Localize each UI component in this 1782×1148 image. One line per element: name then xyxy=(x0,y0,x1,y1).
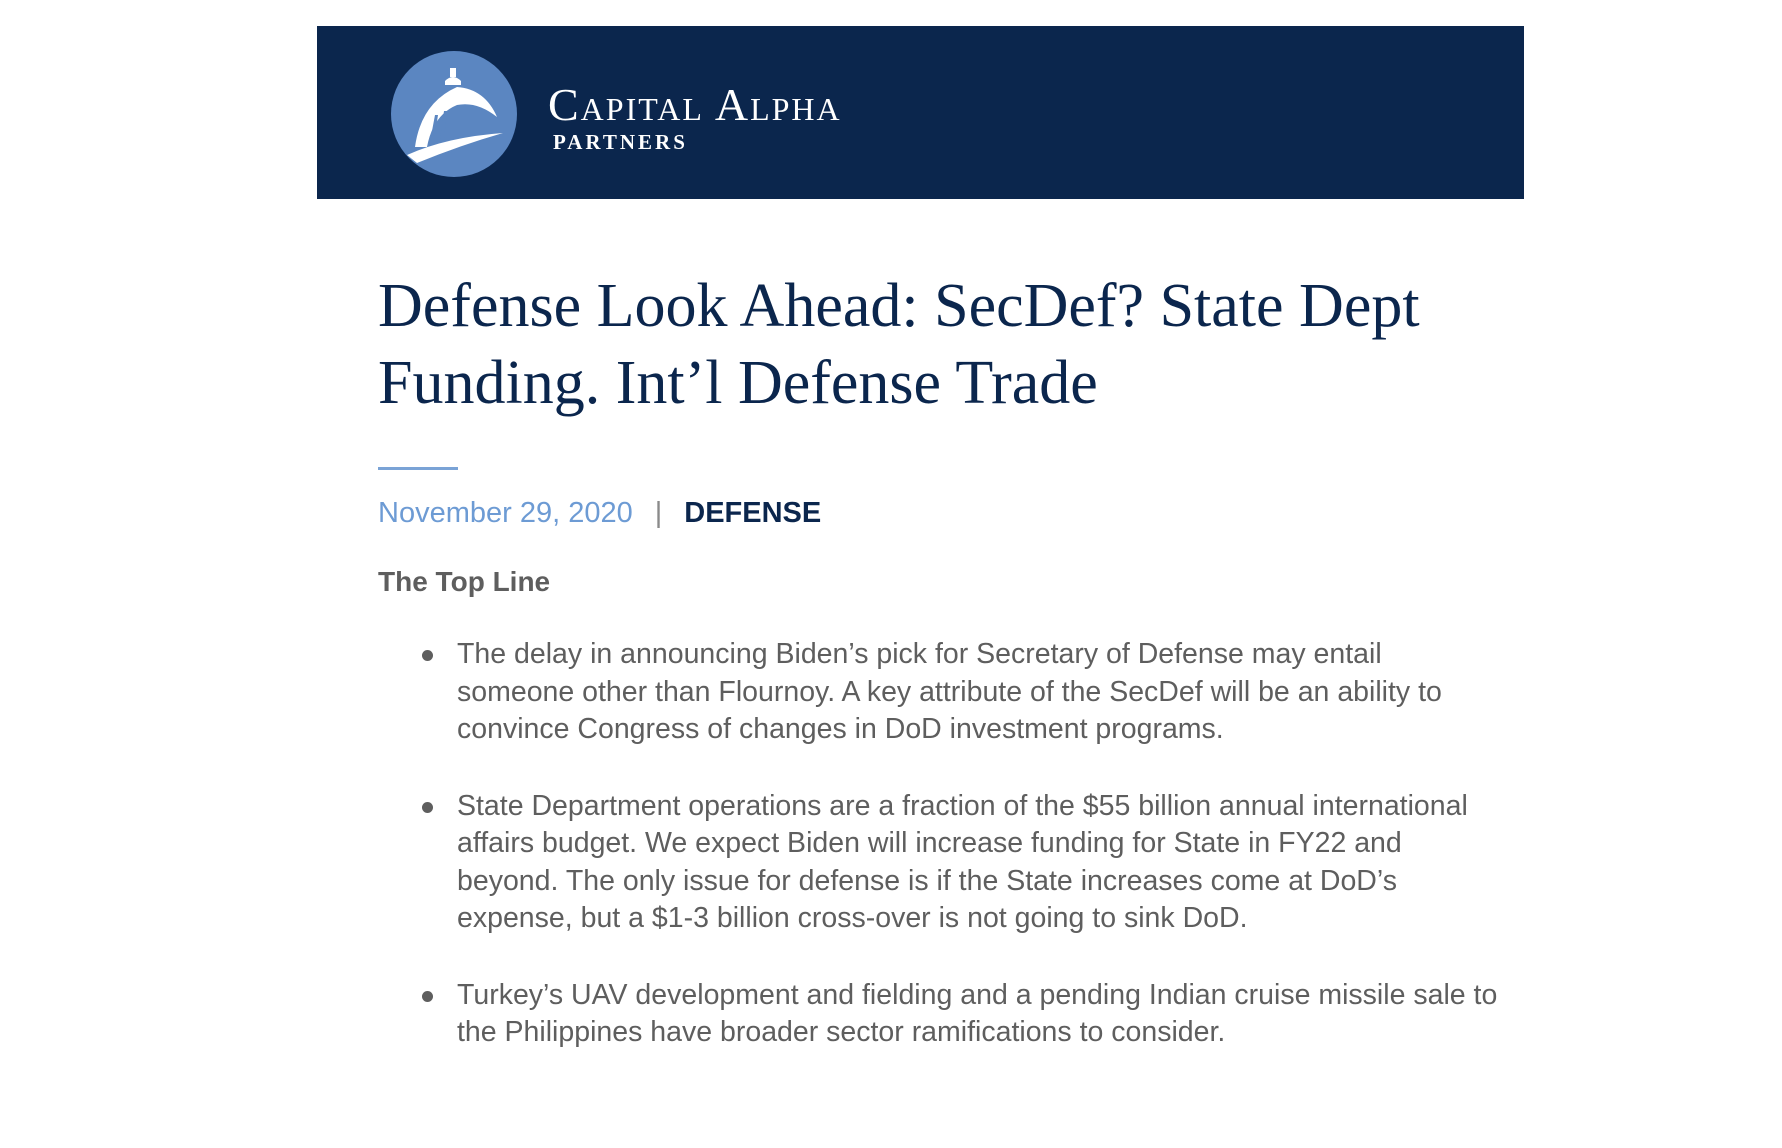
section-heading: The Top Line xyxy=(378,566,551,597)
bullet-icon xyxy=(422,650,433,661)
list-item xyxy=(418,636,1498,749)
meta-separator: | xyxy=(654,497,663,529)
header-banner xyxy=(317,26,1524,199)
list-item-text: State Department operations are a fraction of the $55 billion annual international affairs budget. We expect Biden will increase funding for State in FY22 and beyond. The only issue for defense is if the State increases come at DoD’s expense, but a $1-3 billion cross-over is not going to sink DoD. xyxy=(457,789,1468,934)
bullet-icon xyxy=(422,991,433,1002)
list-item xyxy=(418,977,1498,1052)
top-line-list xyxy=(418,636,1498,1091)
bullet-icon xyxy=(422,802,433,813)
article-meta xyxy=(378,495,821,531)
brand-subtitle: PARTNERS xyxy=(553,130,688,154)
category-label: DEFENSE xyxy=(684,497,822,529)
capitol-dome-icon xyxy=(391,51,517,177)
list-item-text: Turkey’s UAV development and fielding and a pending Indian cruise missile sale to the Philippines have broader sector ramifications to consider. xyxy=(457,978,1498,1048)
list-item-text: The delay in announcing Biden’s pick for Secretary of Defense may entail someone other than Flournoy. A key attribute of the SecDef will be an ability to convince Congress of changes in DoD investment programs. xyxy=(457,638,1442,745)
publish-date: November 29, 2020 xyxy=(378,497,633,529)
brand-name: Capital Alpha xyxy=(548,79,842,130)
title-accent-rule xyxy=(378,467,458,470)
article-title: Defense Look Ahead: SecDef? State Dept Funding. Int’l Defense Trade xyxy=(378,272,1420,417)
list-item xyxy=(418,788,1498,938)
